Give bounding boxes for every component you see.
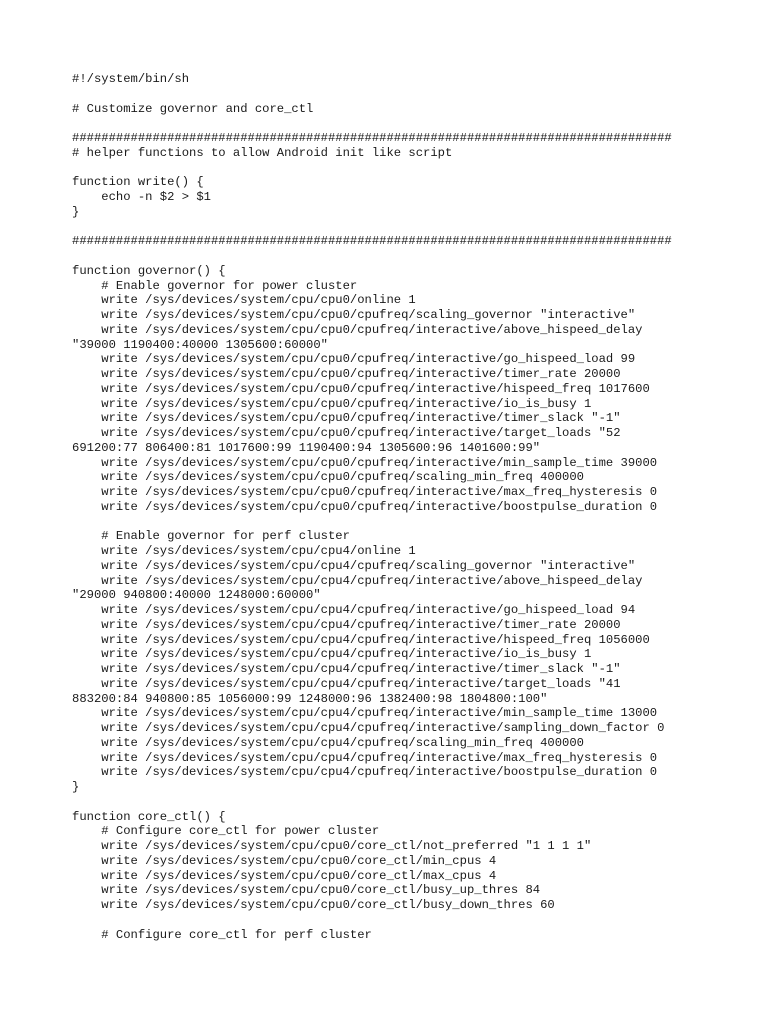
code-line: } bbox=[72, 780, 80, 794]
code-line: write /sys/devices/system/cpu/cpu0/cpufreq/interactive/go_hispeed_load 99 bbox=[72, 352, 636, 367]
code-line: write /sys/devices/system/cpu/cpu4/cpufreq/interactive/hispeed_freq 1056000 bbox=[72, 632, 650, 647]
code-line bbox=[72, 913, 712, 928]
code-line: write /sys/devices/system/cpu/cpu0/core_ctl/min_cpus 4 bbox=[72, 853, 497, 868]
code-line: write /sys/devices/system/cpu/cpu0/cpufreq/interactive/above_hispeed_delay bbox=[72, 322, 643, 337]
code-line: 691200:77 806400:81 1017600:99 1190400:94 1305600:96 1401600:99" bbox=[72, 440, 541, 455]
code-line: write /sys/devices/system/cpu/cpu4/cpufreq/scaling_min_freq 400000 bbox=[72, 735, 584, 750]
code-line: # Configure core_ctl for power cluster bbox=[72, 824, 380, 839]
code-line: write /sys/devices/system/cpu/cpu4/cpufreq/scaling_governor "interactive" bbox=[72, 558, 636, 573]
code-line bbox=[72, 220, 712, 235]
code-line: write /sys/devices/system/cpu/cpu4/cpufreq/interactive/above_hispeed_delay bbox=[72, 573, 643, 588]
code-line: #!/system/bin/sh bbox=[72, 72, 190, 86]
code-line: echo -n $2 > $1 bbox=[72, 190, 211, 204]
code-line: write /sys/devices/system/cpu/cpu4/cpufreq/interactive/boostpulse_duration 0 bbox=[72, 765, 658, 780]
code-line: write /sys/devices/system/cpu/cpu0/cpufreq/scaling_governor "interactive" bbox=[72, 308, 636, 322]
code-line: "29000 940800:40000 1248000:60000" bbox=[72, 588, 321, 603]
code-line: write /sys/devices/system/cpu/cpu0/core_ctl/busy_down_thres 60 bbox=[72, 898, 555, 912]
code-line: write /sys/devices/system/cpu/cpu4/cpufreq/interactive/timer_slack "-1" bbox=[72, 662, 621, 676]
code-line: write /sys/devices/system/cpu/cpu0/cpufreq/interactive/hispeed_freq 1017600 bbox=[72, 381, 650, 396]
script-listing bbox=[72, 72, 712, 942]
code-line: 883200:84 940800:85 1056000:99 1248000:96 1382400:98 1804800:100" bbox=[72, 691, 548, 706]
code-line bbox=[72, 87, 712, 102]
code-line: # Enable governor for perf cluster bbox=[72, 529, 350, 544]
code-line: # Configure core_ctl for perf cluster bbox=[72, 927, 372, 942]
code-line: write /sys/devices/system/cpu/cpu4/cpufreq/interactive/io_is_busy 1 bbox=[72, 647, 592, 662]
code-line: # Enable governor for power cluster bbox=[72, 278, 358, 293]
code-line: write /sys/devices/system/cpu/cpu0/cpufreq/interactive/io_is_busy 1 bbox=[72, 396, 592, 411]
code-line: } bbox=[72, 204, 80, 219]
code-line: write /sys/devices/system/cpu/cpu4/cpufreq/interactive/min_sample_time 13000 bbox=[72, 706, 658, 721]
code-line: write /sys/devices/system/cpu/cpu4/cpufreq/interactive/sampling_down_factor 0 bbox=[72, 721, 665, 735]
code-line: write /sys/devices/system/cpu/cpu4/cpufreq/interactive/max_freq_hysteresis 0 bbox=[72, 750, 658, 765]
code-line: write /sys/devices/system/cpu/cpu0/core_ctl/max_cpus 4 bbox=[72, 868, 497, 883]
code-line: "39000 1190400:40000 1305600:60000" bbox=[72, 337, 328, 352]
code-line: function governor() { bbox=[72, 263, 226, 278]
code-line: # helper functions to allow Android init like script bbox=[72, 145, 453, 160]
code-line bbox=[72, 795, 712, 810]
code-line: write /sys/devices/system/cpu/cpu4/cpufreq/interactive/go_hispeed_load 94 bbox=[72, 603, 636, 617]
code-line: write /sys/devices/system/cpu/cpu0/cpufreq/interactive/max_freq_hysteresis 0 bbox=[72, 485, 658, 499]
code-line bbox=[72, 249, 712, 264]
code-line: # Customize governor and core_ctl bbox=[72, 101, 314, 116]
code-line: write /sys/devices/system/cpu/cpu0/cpufreq/interactive/min_sample_time 39000 bbox=[72, 455, 658, 470]
code-line: write /sys/devices/system/cpu/cpu4/online 1 bbox=[72, 544, 416, 558]
code-line: ################################################################################## bbox=[72, 234, 672, 249]
code-line: write /sys/devices/system/cpu/cpu0/cpufreq/interactive/boostpulse_duration 0 bbox=[72, 499, 658, 514]
code-line: write /sys/devices/system/cpu/cpu0/cpufreq/interactive/target_loads "52 bbox=[72, 426, 621, 440]
code-line: write /sys/devices/system/cpu/cpu4/cpufreq/interactive/timer_rate 20000 bbox=[72, 617, 621, 632]
code-line: write /sys/devices/system/cpu/cpu0/online 1 bbox=[72, 293, 416, 308]
code-line: write /sys/devices/system/cpu/cpu0/core_ctl/not_preferred "1 1 1 1" bbox=[72, 839, 592, 853]
code-line: write /sys/devices/system/cpu/cpu0/core_ctl/busy_up_thres 84 bbox=[72, 883, 541, 898]
code-line: function write() { bbox=[72, 175, 204, 190]
code-line: ################################################################################## bbox=[72, 131, 672, 145]
code-line: write /sys/devices/system/cpu/cpu0/cpufreq/interactive/timer_rate 20000 bbox=[72, 367, 621, 381]
code-line: write /sys/devices/system/cpu/cpu4/cpufreq/interactive/target_loads "41 bbox=[72, 676, 621, 691]
code-line: write /sys/devices/system/cpu/cpu0/cpufreq/interactive/timer_slack "-1" bbox=[72, 411, 621, 426]
code-line bbox=[72, 116, 712, 131]
code-line bbox=[72, 161, 712, 176]
code-line: function core_ctl() { bbox=[72, 809, 226, 824]
code-line: write /sys/devices/system/cpu/cpu0/cpufreq/scaling_min_freq 400000 bbox=[72, 470, 584, 485]
code-line bbox=[72, 515, 712, 530]
